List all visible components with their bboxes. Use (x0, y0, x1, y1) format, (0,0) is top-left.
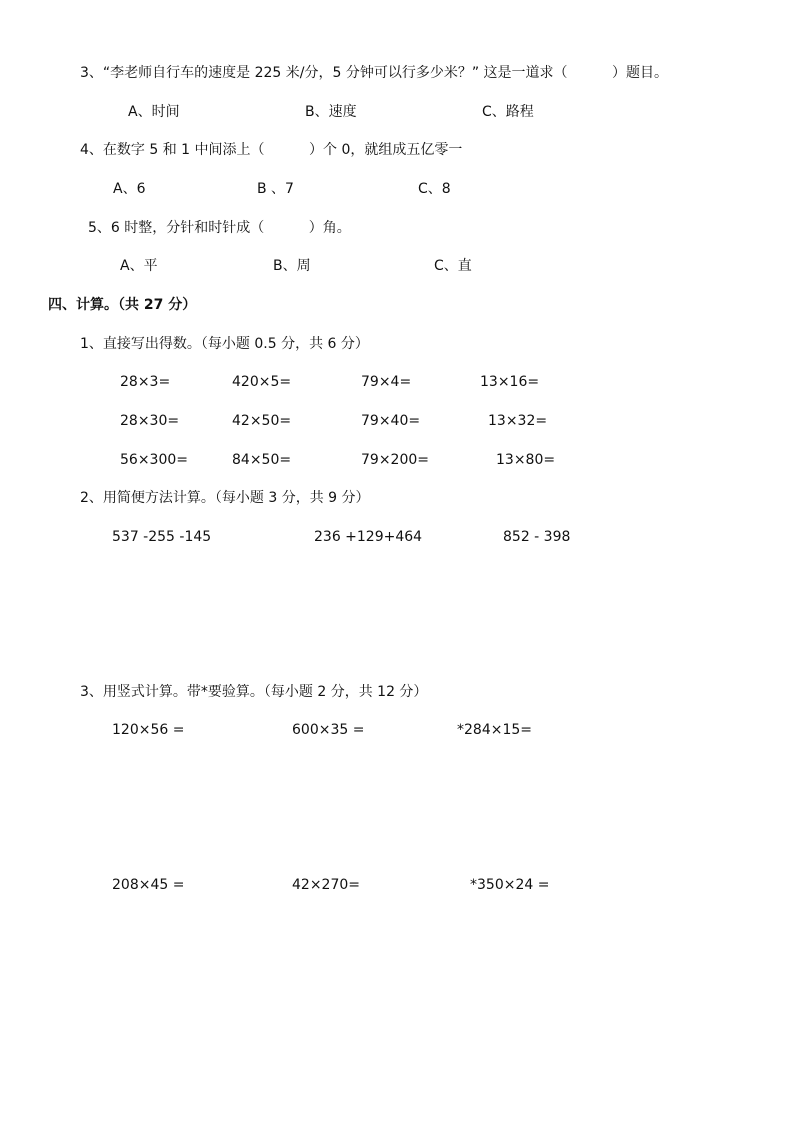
vertical-calc-item: 120×56 = (112, 722, 185, 738)
calc-item: 79×4= (361, 374, 412, 390)
q5-option-a: A、平 (120, 258, 158, 274)
calc-item: 420×5= (232, 374, 292, 390)
vertical-calc-item: 600×35 = (292, 722, 365, 738)
calc-item: 13×16= (480, 374, 540, 390)
question-5-text: 5、6 时整，分针和时针成（ ）角。 (88, 220, 351, 236)
calc-item: 13×32= (488, 413, 548, 429)
vertical-calc-item: 42×270= (292, 877, 360, 893)
calc-item: 28×3= (120, 374, 171, 390)
part-2-title: 2、用简便方法计算。（每小题 3 分，共 9 分） (80, 490, 370, 506)
part-3-title: 3、用竖式计算。带*要验算。（每小题 2 分，共 12 分） (80, 684, 428, 700)
q4-option-c: C、8 (418, 181, 451, 197)
simplify-item: 236 +129+464 (314, 529, 423, 545)
calc-item: 79×200= (361, 452, 429, 468)
calc-item: 56×300= (120, 452, 188, 468)
calc-item: 84×50= (232, 452, 292, 468)
calc-item: 13×80= (496, 452, 556, 468)
calc-item: 28×30= (120, 413, 180, 429)
vertical-calc-item: *350×24 = (470, 877, 550, 893)
q3-option-c: C、路程 (482, 104, 534, 120)
q4-option-a: A、6 (113, 181, 146, 197)
q5-option-b: B、周 (273, 258, 311, 274)
part-1-title: 1、直接写出得数。（每小题 0.5 分，共 6 分） (80, 336, 369, 352)
q5-option-c: C、直 (434, 258, 472, 274)
question-4-text: 4、在数字 5 和 1 中间添上（ ）个 0，就组成五亿零一 (80, 142, 463, 158)
q3-option-b: B、速度 (305, 104, 357, 120)
section-4-title: 四、计算。（共 27 分） (48, 297, 197, 313)
simplify-item: 852 - 398 (503, 529, 571, 545)
q3-option-a: A、时间 (128, 104, 180, 120)
vertical-calc-item: 208×45 = (112, 877, 185, 893)
question-3-text: 3、“李老师自行车的速度是 225 米/分，5 分钟可以行多少米？” 这是一道求（ ）题目。 (80, 65, 669, 81)
simplify-item: 537 -255 -145 (112, 529, 212, 545)
calc-item: 42×50= (232, 413, 292, 429)
vertical-calc-item: *284×15= (457, 722, 532, 738)
calc-item: 79×40= (361, 413, 421, 429)
q4-option-b: B 、7 (257, 181, 294, 197)
